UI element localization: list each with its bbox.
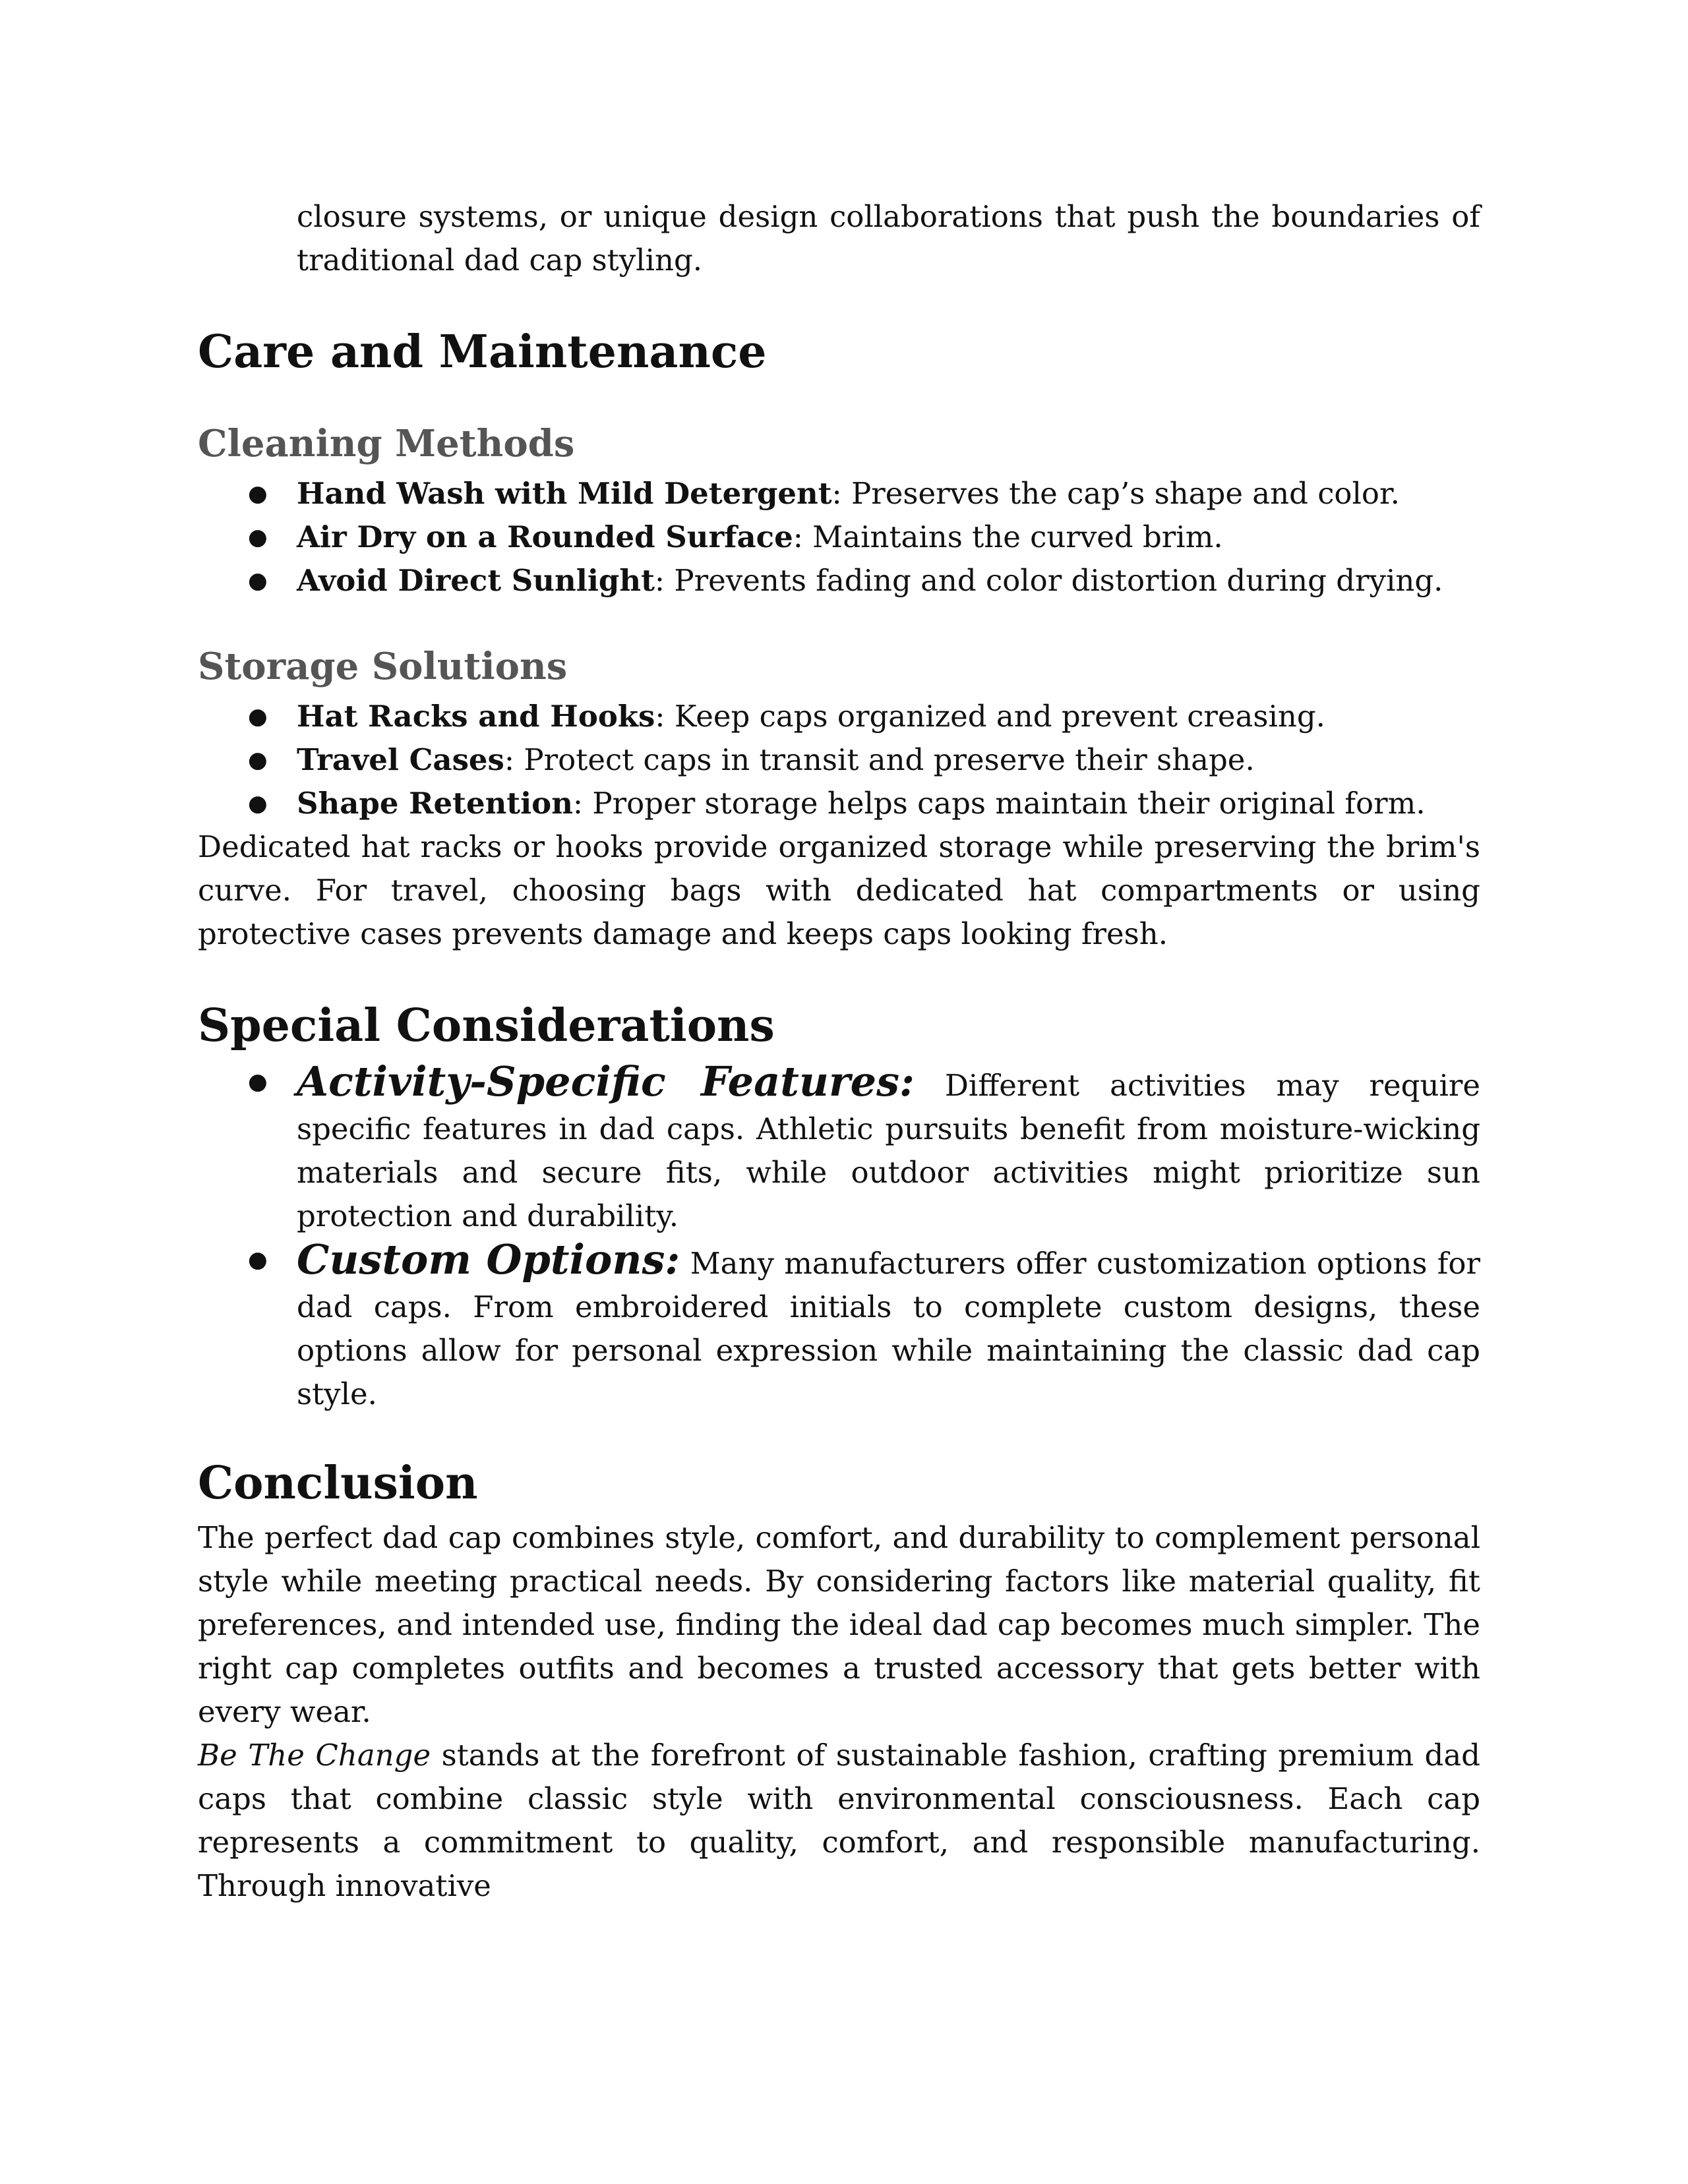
special-heading: Special Considerations	[198, 999, 775, 1052]
list-item	[198, 1235, 1480, 1416]
list-item	[198, 738, 1480, 782]
item-term: Shape Retention	[297, 786, 573, 821]
conclusion-paragraph-1: The perfect dad cap combines style, comfort, and durability to complement personal style while meeting practical needs. By considering factors like material quality, fit preferences, and intended use, finding the ideal dad cap becomes much simpler. The right cap completes outfits and becomes a trusted accessory that gets better with every wear.	[198, 1520, 1480, 1729]
list-item	[198, 516, 1480, 559]
conclusion-paragraph-2-text: stands at the forefront of sustainable fashion, crafting premium dad caps that combine classic style with environmental consciousness. Each cap represents a commitment to quality, comfort, and responsible manufacturing. Through innovative	[198, 1738, 1480, 1903]
item-term: Custom Options:	[297, 1235, 680, 1284]
bullet-icon: ●	[248, 1247, 268, 1273]
bullet-icon: ●	[248, 1069, 268, 1095]
list-item	[198, 1057, 1480, 1238]
bullet-icon: ●	[248, 481, 268, 507]
item-term: Air Dry on a Rounded Surface	[297, 519, 793, 554]
bullet-icon: ●	[248, 790, 268, 817]
intro-continuation: closure systems, or unique design collaborations that push the boundaries of traditional dad cap styling.	[297, 199, 1480, 278]
bullet-icon: ●	[248, 747, 268, 773]
bullet-icon: ●	[248, 524, 268, 550]
item-text: Different activities may require specific features in dad caps. Athletic pursuits benefit from moisture-wicking materials and secure fits, while outdoor activities might prioritize sun protection and durability.	[297, 1068, 1480, 1233]
list-item	[198, 782, 1480, 825]
item-text: : Proper storage helps caps maintain their original form.	[572, 786, 1426, 821]
cleaning-list	[198, 472, 1480, 603]
cleaning-heading: Cleaning Methods	[198, 422, 575, 465]
item-text: : Prevents fading and color distortion during drying.	[654, 563, 1443, 598]
item-term: Travel Cases	[297, 742, 504, 777]
storage-paragraph: Dedicated hat racks or hooks provide organized storage while preserving the brim's curve. For travel, choosing bags with dedicated hat compartments or using protective cases prevents damage and keeps caps looking fresh.	[198, 829, 1480, 951]
list-item	[198, 472, 1480, 516]
item-text: : Maintains the curved brim.	[793, 519, 1223, 554]
storage-list	[198, 695, 1480, 825]
brand-name: Be The Change	[198, 1738, 431, 1773]
special-list	[198, 1057, 1480, 1416]
document-page	[198, 195, 1480, 1908]
item-term: Avoid Direct Sunlight	[297, 563, 655, 598]
list-item	[198, 695, 1480, 738]
conclusion-heading: Conclusion	[198, 1457, 478, 1510]
bullet-icon: ●	[248, 568, 268, 594]
storage-heading: Storage Solutions	[198, 645, 568, 688]
item-text: : Preserves the cap’s shape and color.	[831, 476, 1400, 511]
item-term: Hat Racks and Hooks	[297, 699, 655, 734]
list-item	[198, 559, 1480, 603]
conclusion-paragraph-2	[198, 1734, 1480, 1908]
care-heading: Care and Maintenance	[198, 326, 767, 378]
item-term: Activity-Specific Features:	[297, 1057, 915, 1106]
item-term: Hand Wash with Mild Detergent	[297, 476, 832, 511]
bullet-icon: ●	[248, 703, 268, 730]
item-text: Many manufacturers offer customization options for dad caps. From embroidered initials to complete custom designs, these options allow for personal expression while maintaining the classic dad cap style.	[297, 1246, 1480, 1411]
item-text: : Keep caps organized and prevent creasing.	[655, 699, 1325, 734]
item-text: : Protect caps in transit and preserve their shape.	[504, 742, 1255, 777]
